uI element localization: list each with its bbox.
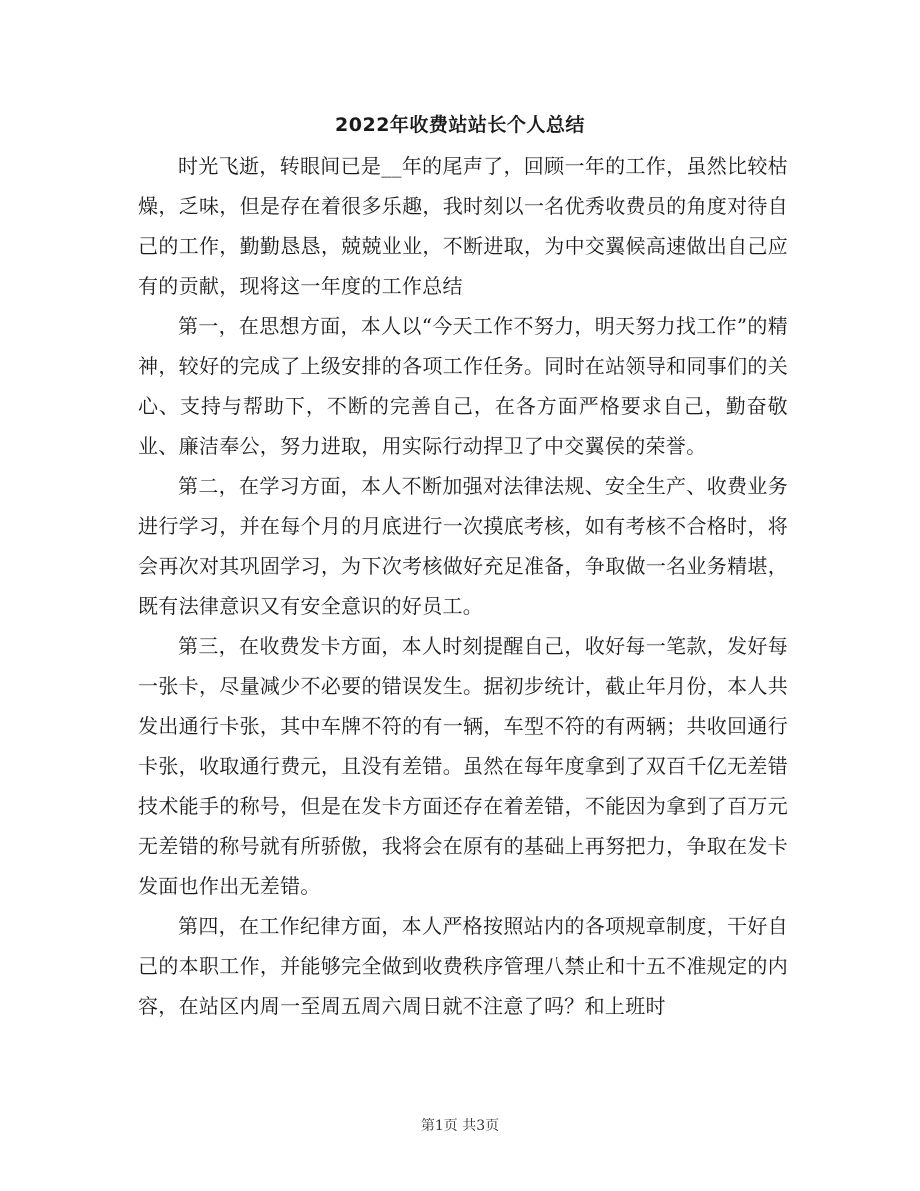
document-body	[138, 146, 788, 1026]
paragraph-study: 第二，在学习方面，本人不断加强对法律法规、安全生产、收费业务进行学习，并在每个月的月底进行一次摸底考核，如有考核不合格时，将会再次对其巩固学习，为下次考核做好充足准备，争取做一名业务精堪，既有法律意识又有安全意识的好员工。	[138, 474, 788, 618]
page-number: 第1页 共3页	[420, 1118, 500, 1134]
paragraph-intro: 时光飞逝，转眼间已是__年的尾声了，回顾一年的工作，虽然比较枯燥，乏味，但是存在着很多乐趣，我时刻以一名优秀收费员的角度对待自己的工作，勤勤恳恳，兢兢业业，不断进取，为中交翼候高速做出自己应有的贡献，现将这一年度的工作总结	[138, 154, 788, 298]
document-title: 2022年收费站站长个人总结	[335, 114, 585, 136]
paragraph-discipline: 第四，在工作纪律方面，本人严格按照站内的各项规章制度，干好自己的本职工作，并能够完全做到收费秩序管理八禁止和十五不准规定的内容，在站区内周一至周五周六周日就不注意了吗？和上班时	[138, 914, 788, 1018]
paragraph-ideology: 第一，在思想方面，本人以“今天工作不努力，明天努力找工作”的精神，较好的完成了上级安排的各项工作任务。同时在站领导和同事们的关心、支持与帮助下，不断的完善自己，在各方面严格要求自己，勤奋敬业、廉洁奉公，努力进取，用实际行动捍卫了中交翼侯的荣誉。	[138, 314, 788, 458]
paragraph-card-issuing: 第三，在收费发卡方面，本人时刻提醒自己，收好每一笔款，发好每一张卡，尽量减少不必要的错误发生。据初步统计，截止年月份，本人共发出通行卡张，其中车牌不符的有一辆，车型不符的有两辆；共收回通行卡张，收取通行费元，且没有差错。虽然在每年度拿到了双百千亿无差错技术能手的称号，但是在发卡方面还存在着差错，不能因为拿到了百万元无差错的称号就有所骄傲，我将会在原有的基础上再努把力，争取在发卡发面也作出无差错。	[138, 634, 788, 898]
